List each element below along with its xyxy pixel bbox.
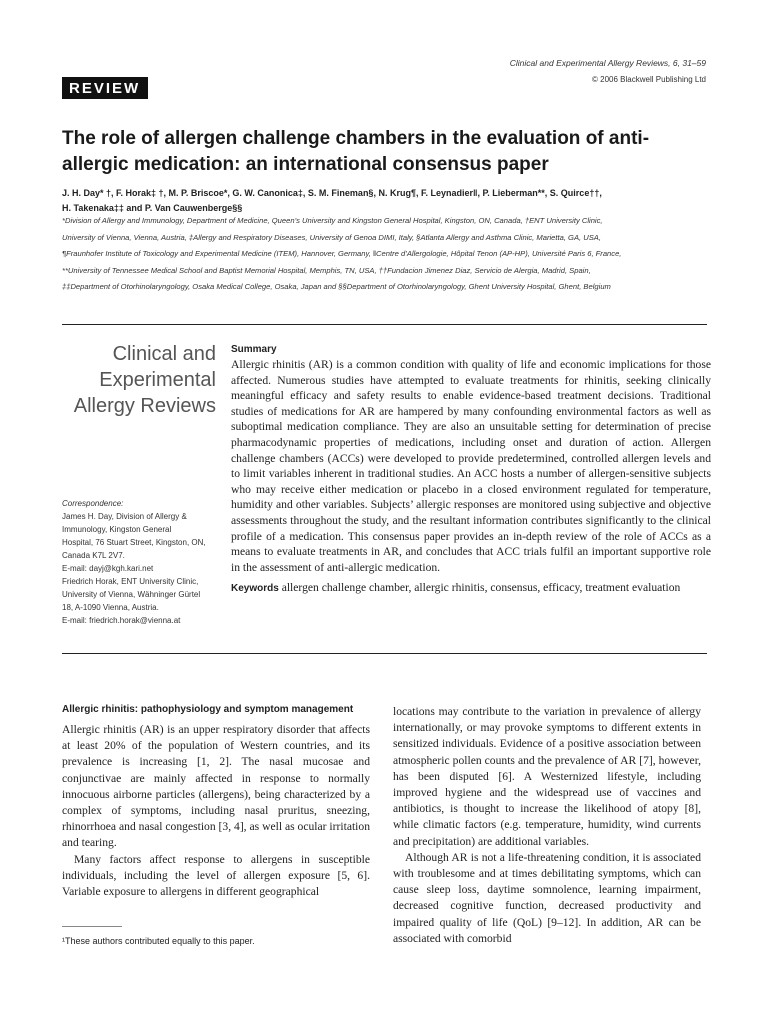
affiliation-line: University of Vienna, Vienna, Austria, ‡Allergy and Respiratory Diseases, University of Genoa DIMI, Italy, §Atlanta Allergy and Asthma Clinic, Marietta, GA, USA, (62, 232, 601, 242)
author-line: J. H. Day* †, F. Horak‡ †, M. P. Briscoe*, G. W. Canonica‡, S. M. Fineman§, N. Krug¶, F. Leynadier‖, P. Lieberman**, S. Quirce††, (62, 188, 602, 198)
copyright-notice: © 2006 Blackwell Publishing Ltd (592, 75, 706, 84)
correspondence-label: Correspondence: (62, 499, 124, 508)
logo-line: Allergy Reviews (73, 395, 216, 417)
affiliation-line: *Division of Allergy and Immunology, Department of Medicine, Queen’s University and Kingston General Hospital, Kingston, ON, Canada, †ENT University Clinic, (62, 216, 603, 225)
body-column-left (62, 702, 370, 900)
keywords (231, 580, 711, 597)
logo-line: Experimental (99, 369, 216, 391)
body-paragraph: Allergic rhinitis (AR) is an upper respiratory disorder that affects at least 20% of the population of Western countries, and its prevalence is increasing [1, 2]. The nasal mucosae and conjunctivae are mainly affected in response to normally innocuous airborne particles (allergens), being characterized by a complex of symptoms, including nasal pruritus, sneezing, rhinorrhoea and nasal congestion [3, 4], as well as ocular irritation and tearing. (62, 723, 370, 850)
correspondence-email[interactable]: E-mail: friedrich.horak@vienna.at (62, 616, 181, 625)
correspondence-line: University of Vienna, Wähninger Gürtel (62, 590, 201, 599)
logo-line: Clinical and (112, 343, 216, 365)
body-column-right (393, 704, 701, 947)
affiliation-line: **University of Tennessee Medical School and Baptist Memorial Hospital, Memphis, TN, USA, ††Fundacion Jimenez Diaz, Servicio de Alergia, Madrid, Spain, (62, 265, 591, 275)
body-paragraph: locations may contribute to the variation in prevalence of allergy internationally, or may provoke symptoms to different extents in sensitized individuals. Evidence of a positive association between atmospheric pollen counts and the prevalence of AR [7], however, has been disputed [6]. A Westernized lifestyle, including improved hygiene and the widespread use of vaccines and antibiotics, is thought to increase the likelihood of atopy [8], while climatic factors (e.g. temperature, humidity, wind currents and precipitation) are additional variables. (393, 705, 701, 848)
correspondence-line: Hospital, 76 Stuart Street, Kingston, ON, (62, 538, 206, 547)
summary-heading: Summary (231, 344, 277, 355)
section-heading: Allergic rhinitis: pathophysiology and symptom management (62, 704, 354, 715)
affiliations (62, 213, 712, 296)
review-badge: REVIEW (62, 77, 148, 99)
correspondence-block (62, 497, 222, 627)
affiliation-line: ‡‡Department of Otorhinolaryngology, Osaka Medical College, Osaka, Japan and §§Department of Otorhinolaryngology, Ghent University Hospital, Ghent, Belgium (62, 282, 611, 291)
correspondence-line: Immunology, Kingston General (62, 525, 172, 534)
author-line: H. Takenaka‡‡ and P. Van Cauwenberge§§ (62, 203, 243, 213)
footnote-divider (62, 926, 122, 927)
correspondence-line: 18, A-1090 Vienna, Austria. (62, 603, 159, 612)
correspondence-line: James H. Day, Division of Allergy & (62, 512, 187, 521)
affiliation-line: ¶Fraunhofer Institute of Toxicology and Experimental Medicine (ITEM), Hannover, Germany, ‖Centre d’Allergologie, Hôpital Tenon (AP-HP), Université Paris 6, France, (62, 249, 622, 258)
article-title: The role of allergen challenge chambers in the evaluation of anti-allergic medication: an international consensus paper (62, 128, 650, 175)
author-list (62, 186, 712, 216)
correspondence-line: Friedrich Horak, ENT University Clinic, (62, 577, 199, 586)
correspondence-line: Canada K7L 2V7. (62, 551, 125, 560)
body-paragraph: Many factors affect response to allergens in susceptible individuals, including the level of allergen exposure [5, 6]. Variable exposure to allergens in different geographical (62, 852, 370, 899)
summary-text: Allergic rhinitis (AR) is a common condition with quality of life and economic implications for those affected. Numerous studies have attempted to evaluate treatments for rhinitis, seeking clinically meaningful efficacy and safety results to enable evidence-based treatment decisions. Traditional studies of medications for AR are hampered by many confounding environmental factors as well as suboptimal medication compliance. They are also an unsuitable setting for determination of precise pharmacodynamic properties of medications, including onset and duration of action. Allergen challenge chambers (ACCs) were developed to provide predetermined, controlled allergen levels and to limit variables inherent in traditional studies. An ACC hosts a number of allergen-sensitive subjects who may receive either medication or placebo in a closed environment regulated for temperature, humidity and other variables. Subjects’ allergic responses are monitored using subjective and objective assessments throughout the study, and the resultant information contributes significantly to the clinical profile of a medication. This consensus paper provides an in-depth review of the role of ACCs as a means to evaluate treatments in AR, and concludes that ACC trials fulfil an important supportive role in the assessment of anti-allergic medication. (231, 358, 711, 574)
footnote: ¹These authors contributed equally to this paper. (62, 936, 255, 946)
body-paragraph: Although AR is not a life-threatening condition, it is associated with troublesome and at times debilitating symptoms, which can cause sleep loss, daytime somnolence, learning impairment, decreased cognitive function, decreased productivity and impaired quality of life (QoL) [9–12]. In addition, AR can be associated with comorbid (393, 850, 701, 945)
keywords-list: allergen challenge chamber, allergic rhinitis, consensus, efficacy, treatment evaluation (278, 581, 681, 595)
journal-logo (62, 341, 216, 419)
correspondence-email[interactable]: E-mail: dayj@kgh.kari.net (62, 564, 154, 573)
summary-section (231, 344, 711, 597)
divider-bottom (62, 653, 707, 654)
divider-top (62, 324, 707, 325)
keywords-label: Keywords (231, 583, 279, 595)
journal-citation: Clinical and Experimental Allergy Reviews, 6, 31–59 (509, 58, 706, 68)
